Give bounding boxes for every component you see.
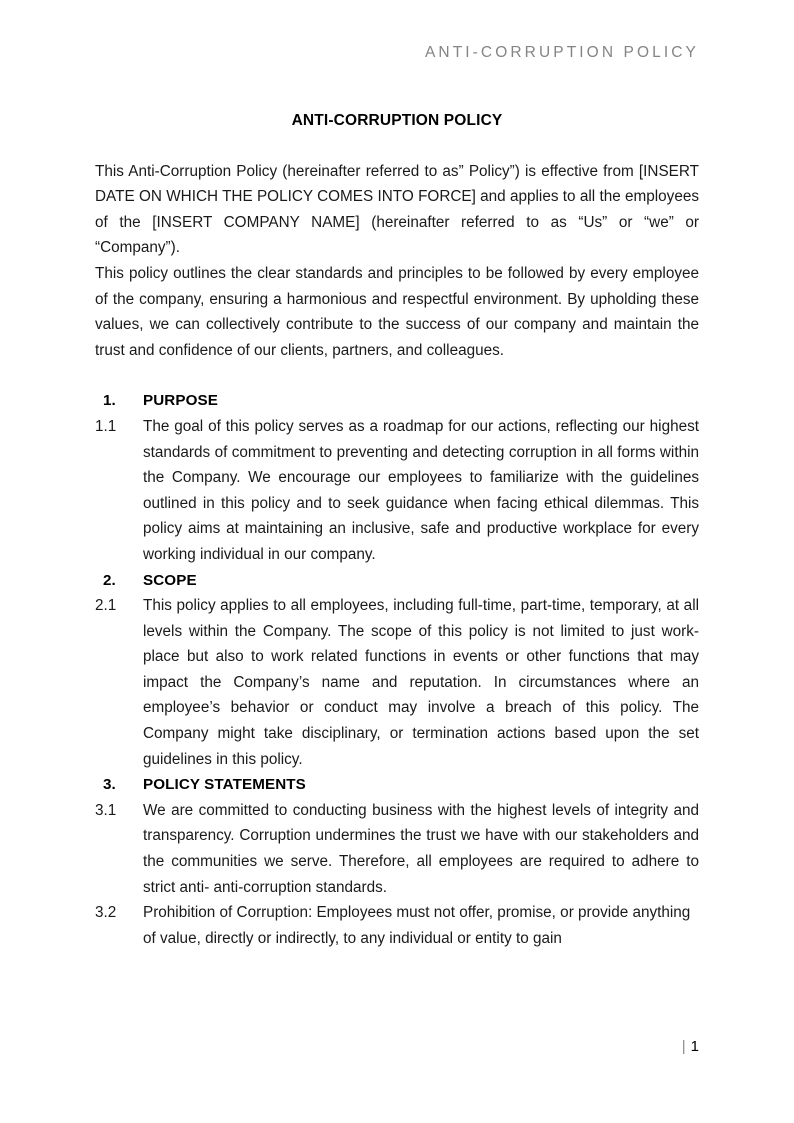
clause-2-1 — [95, 593, 699, 772]
footer-separator: | — [681, 1038, 686, 1055]
page-number: 1 — [690, 1038, 699, 1055]
section-heading-2 — [95, 568, 699, 594]
section-heading-3 — [95, 772, 699, 798]
clause-text-1-1: The goal of this policy serves as a roadmap for our actions, reflecting our highest standards of commitment to preventing and detecting corruption in all forms within the Company. We encourage our employees to familiarize with the guidelines outlined in this policy and to seek guidance when facing ethical dilemmas. This policy aims at maintaining an inclusive, safe and productive workplace for every working individual in our company. — [143, 417, 699, 563]
clause-text-3-1: We are committed to conducting business with the highest levels of integrity and transparency. Corruption undermines the trust we have with our stakeholders and the communities we serve. Therefore, all employees are required to adhere to strict anti- anti-corruption standards. — [143, 801, 699, 896]
clause-number-2-1: 2.1 — [95, 597, 117, 615]
clause-3-1 — [95, 798, 699, 900]
section-title-3: POLICY STATEMENTS — [143, 776, 306, 794]
intro-paragraph-2: This policy outlines the clear standards and principles to be followed by every employee of the company, ensuring a harmonious and respectful environment. By upholding these values, we can collectively contribute to the success of our company and maintain the trust and confidence of our clients, partners, and colleagues. — [95, 264, 699, 359]
clause-number-3-2: 3.2 — [95, 904, 117, 922]
clause-text-3-2: Prohibition of Corruption: Employees must not offer, promise, or provide anything of value, directly or indirectly, to any individual or entity to gain — [143, 904, 691, 947]
clause-number-1-1: 1.1 — [95, 417, 117, 435]
section-number-3: 3. — [103, 776, 116, 794]
intro-paragraph-1: This Anti-Corruption Policy (hereinafter referred to as” Policy”) is effective from [INSERT DATE ON WHICH THE POLICY COMES INTO FORCE] and applies to all the employees of the [INSERT COMPANY NAME] (hereinafter referred to as “Us” or “we” or “Company”). — [95, 162, 699, 257]
section-title-2: SCOPE — [143, 571, 197, 589]
page-footer — [95, 1038, 699, 1055]
section-title-1: PURPOSE — [143, 392, 218, 410]
section-heading-1 — [95, 388, 699, 414]
clause-1-1 — [95, 414, 699, 568]
page-title: ANTI-CORRUPTION POLICY — [291, 112, 503, 129]
document-body — [95, 112, 699, 951]
clause-text-2-1: This policy applies to all employees, including full-time, part-time, temporary, at all levels within the Company. The scope of this policy is not limited to just work-place but also to work related functions in events or other functions that may impact the Company’s name and reputation. In circumstances where an employee’s behavior or conduct may involve a breach of this policy. The Company might take disciplinary, or termination actions based upon the set guidelines in this policy. — [143, 597, 699, 768]
spacer — [95, 363, 699, 388]
clause-number-3-1: 3.1 — [95, 801, 117, 819]
running-header: ANTI-CORRUPTION POLICY — [424, 44, 699, 61]
clause-3-2 — [95, 900, 699, 951]
section-number-1: 1. — [103, 392, 116, 410]
section-number-2: 2. — [103, 571, 116, 589]
